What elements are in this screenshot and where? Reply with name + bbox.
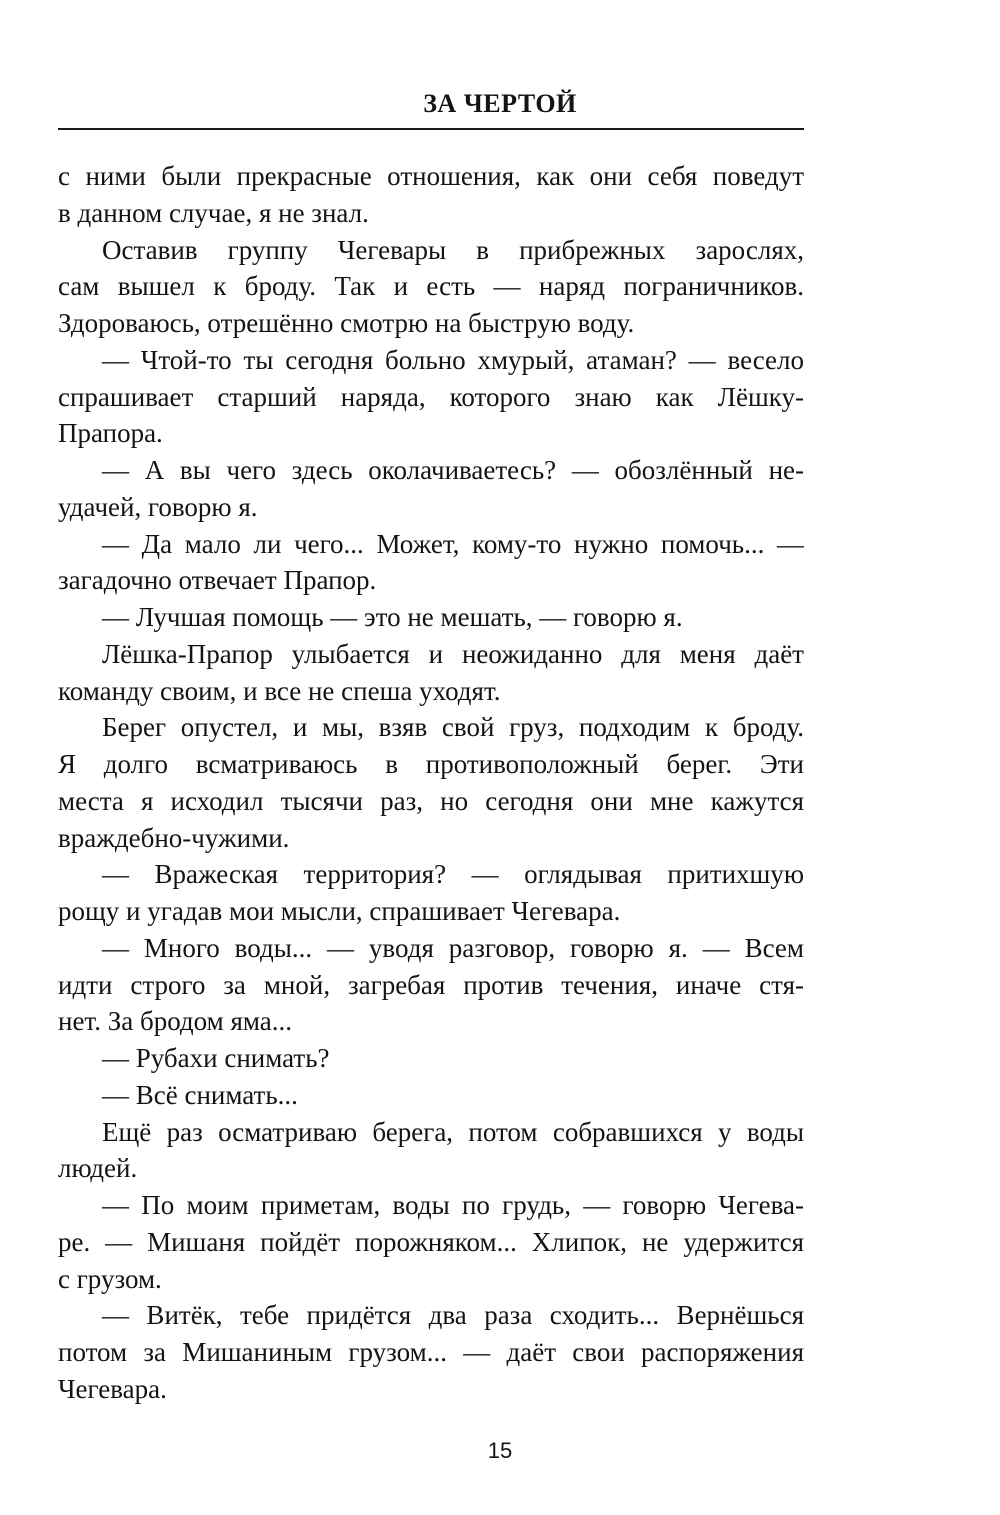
header-rule — [58, 128, 804, 130]
text-line: рощу и угадав мои мысли, спрашивает Чегевара. — [58, 896, 621, 926]
text-line: — Лучшая помощь — это не мешать, — говорю я. — [102, 602, 683, 632]
text-line: — Всё снимать... — [102, 1079, 298, 1110]
text-line: — А вы чего здесь околачиваетесь? — обозлённый не- — [102, 455, 804, 485]
text-line: сам вышел к броду. Так и есть — наряд пограничников. — [58, 271, 804, 302]
text-line: идти строго за мной, загребая против течения, иначе стя- — [58, 969, 804, 1000]
text-line: удачей, говорю я. — [58, 491, 258, 522]
text-line: Я долго всматриваюсь в противоположный берег. Эти — [58, 749, 804, 779]
text-line: Оставив группу Чегевары в прибрежных зарослях, — [102, 234, 804, 265]
body-text — [58, 158, 804, 1408]
text-line: — По моим приметам, воды по грудь, — говорю Чегева- — [102, 1190, 804, 1220]
text-line: Лёшка-Прапор улыбается и неожиданно для меня даёт — [102, 638, 804, 669]
text-line: нет. За бродом яма... — [58, 1006, 293, 1037]
text-line: Здороваюсь, отрешённо смотрю на быструю воду. — [58, 308, 635, 338]
text-line: потом за Мишаниным грузом... — даёт свои распоряжения — [58, 1337, 804, 1367]
text-line: враждебно-чужими. — [58, 822, 290, 853]
text-line: с ними были прекрасные отношения, как они себя поведут — [58, 161, 804, 191]
text-line: людей. — [58, 1153, 138, 1184]
text-line: команду своим, и все не спеша уходят. — [58, 675, 501, 706]
text-line: Берег опустел, и мы, взяв свой груз, подходим к броду. — [102, 712, 804, 743]
text-line: с грузом. — [58, 1263, 162, 1294]
text-line: ре. — Мишаня пойдёт порожняком... Хлипок, не удержится — [58, 1226, 804, 1257]
text-line: Ещё раз осматриваю берега, потом собравшихся у воды — [102, 1116, 804, 1147]
text-line: в данном случае, я не знал. — [58, 197, 369, 228]
text-line: Прапора. — [58, 418, 163, 449]
page-number: 15 — [487, 1438, 513, 1463]
text-line: — Да мало ли чего... Может, кому-то нужно помочь... — — [102, 528, 804, 559]
text-line: — Чтой-то ты сегодня больно хмурый, атаман? — весело — [102, 344, 804, 375]
text-line: загадочно отвечает Прапор. — [58, 565, 377, 596]
running-title: ЗА ЧЕРТОЙ — [423, 89, 577, 118]
text-line: — Витёк, тебе придётся два раза сходить... Вернёшься — [102, 1300, 804, 1331]
text-line: места я исходил тысячи раз, но сегодня они мне кажутся — [58, 785, 804, 816]
text-line: спрашивает старший наряда, которого знаю как Лёшку- — [58, 381, 804, 412]
text-line: — Много воды... — уводя разговор, говорю я. — Всем — [102, 932, 804, 963]
text-line: — Рубахи снимать? — [102, 1043, 330, 1073]
text-line: Чегевара. — [58, 1373, 167, 1404]
text-line: — Вражеская территория? — оглядывая притихшую — [102, 859, 804, 890]
